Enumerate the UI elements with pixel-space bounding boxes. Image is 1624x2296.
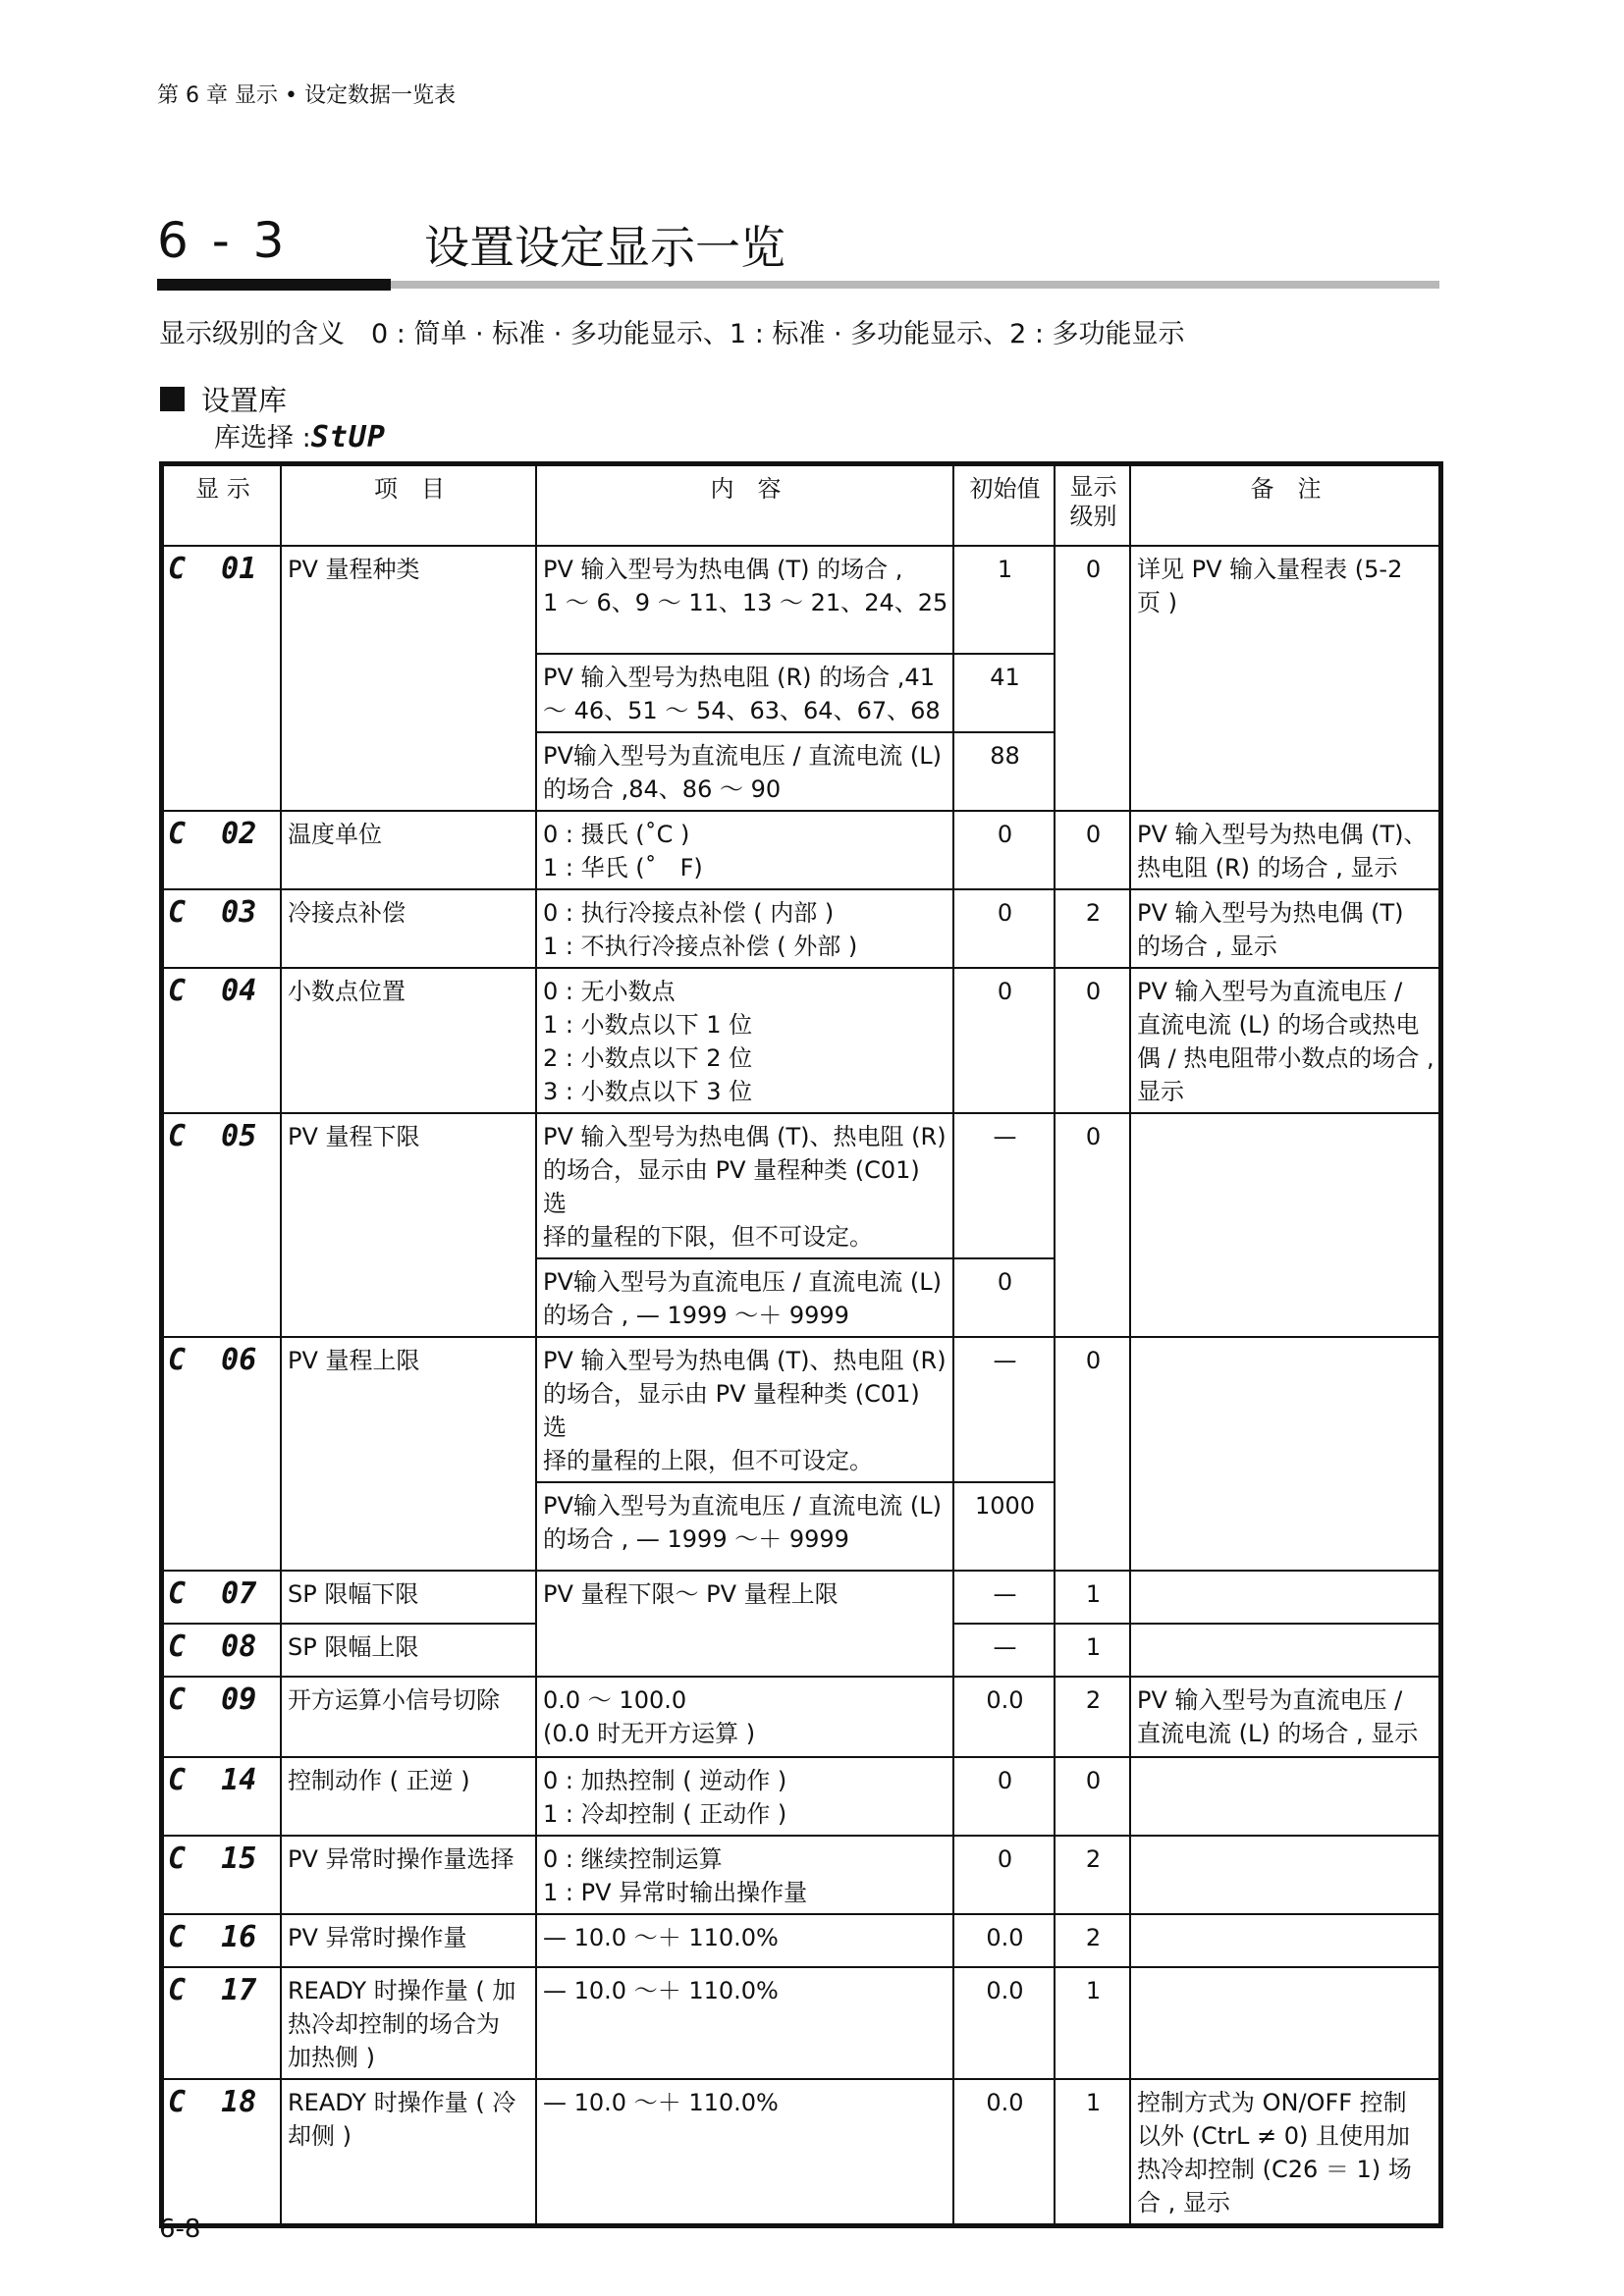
code-cell: C 05	[163, 1113, 281, 1337]
note-cell	[1130, 1624, 1439, 1677]
code-cell: C 03	[163, 889, 281, 968]
level-cell: 0	[1055, 1113, 1130, 1337]
content-cell: — 10.0 ～＋ 110.0%	[536, 1914, 953, 1967]
note-cell	[1130, 1571, 1439, 1624]
content-cell: 0 : 执行冷接点补偿 ( 内部 ) 1 : 不执行冷接点补偿 ( 外部 )	[536, 889, 953, 968]
note-cell	[1130, 1337, 1439, 1571]
title-rule-accent	[157, 279, 391, 291]
item-cell: READY 时操作量 ( 加 热冷却控制的场合为 加热侧 )	[281, 1967, 536, 2079]
initial-cell: 0	[953, 889, 1055, 968]
content-cell: PV 量程下限～ PV 量程上限	[536, 1571, 953, 1677]
table-row	[163, 1914, 1439, 1967]
content-cell: 0 : 无小数点 1 : 小数点以下 1 位 2 : 小数点以下 2 位 3 : 小数点以下 3 位	[536, 968, 953, 1113]
level-cell: 0	[1055, 1757, 1130, 1836]
initial-cell: —	[953, 1113, 1055, 1258]
item-cell: PV 量程种类	[281, 546, 536, 811]
level-cell: 0	[1055, 546, 1130, 811]
content-cell: — 10.0 ～＋ 110.0%	[536, 1967, 953, 2079]
content-cell: PV输入型号为直流电压 / 直流电流 (L) 的场合 ,84、86 ～ 90	[536, 732, 953, 811]
code-cell: C 08	[163, 1624, 281, 1677]
note-cell	[1130, 1836, 1439, 1914]
note-cell	[1130, 1914, 1439, 1967]
table-row	[163, 1836, 1439, 1914]
table-row	[163, 1337, 1439, 1482]
level-cell: 0	[1055, 811, 1130, 889]
item-cell: PV 量程上限	[281, 1337, 536, 1571]
header-code: 显 示	[163, 465, 281, 546]
initial-cell: 0	[953, 1836, 1055, 1914]
initial-cell: 0.0	[953, 1677, 1055, 1757]
initial-cell: 1	[953, 546, 1055, 654]
initial-cell: 1000	[953, 1482, 1055, 1571]
table-row	[163, 546, 1439, 654]
item-cell: 开方运算小信号切除	[281, 1677, 536, 1757]
table-row	[163, 889, 1439, 968]
square-bullet-icon	[160, 387, 185, 411]
table-header-row	[163, 465, 1439, 546]
bank-heading	[160, 379, 287, 419]
initial-cell: —	[953, 1624, 1055, 1677]
level-cell: 1	[1055, 1571, 1130, 1624]
initial-cell: 0	[953, 811, 1055, 889]
initial-cell: 0.0	[953, 1967, 1055, 2079]
note-cell	[1130, 1113, 1439, 1337]
content-cell: PV 输入型号为热电偶 (T)、热电阻 (R) 的场合，显示由 PV 量程种类 (C01) 选 择的量程的下限，但不可设定。	[536, 1113, 953, 1258]
content-cell: PV 输入型号为热电偶 (T) 的场合 , 1 ～ 6、9 ～ 11、13 ～ 21、24、25	[536, 546, 953, 654]
initial-cell: 41	[953, 654, 1055, 732]
running-head: 第 6 章 显示 • 设定数据一览表	[157, 83, 456, 108]
table-row	[163, 968, 1439, 1113]
code-cell: C 07	[163, 1571, 281, 1624]
code-cell: C 18	[163, 2079, 281, 2224]
item-cell: READY 时操作量 ( 冷 却侧 )	[281, 2079, 536, 2224]
code-cell: C 02	[163, 811, 281, 889]
note-cell: PV 输入型号为直流电压 / 直流电流 (L) 的场合 , 显示	[1130, 1677, 1439, 1757]
note-cell: PV 输入型号为直流电压 / 直流电流 (L) 的场合或热电 偶 / 热电阻带小数点的场合 , 显示	[1130, 968, 1439, 1113]
table-row	[163, 2079, 1439, 2224]
content-cell: PV 输入型号为热电偶 (T)、热电阻 (R) 的场合，显示由 PV 量程种类 (C01) 选 择的量程的上限，但不可设定。	[536, 1337, 953, 1482]
content-cell: PV 输入型号为热电阻 (R) 的场合 ,41 ～ 46、51 ～ 54、63、64、67、68	[536, 654, 953, 732]
item-cell: 冷接点补偿	[281, 889, 536, 968]
code-cell: C 01	[163, 546, 281, 811]
note-cell: PV 输入型号为热电偶 (T)、 热电阻 (R) 的场合 , 显示	[1130, 811, 1439, 889]
code-cell: C 09	[163, 1677, 281, 1757]
header-initial: 初始值	[953, 465, 1055, 546]
table-row	[163, 1113, 1439, 1258]
content-cell: PV输入型号为直流电压 / 直流电流 (L) 的场合 , — 1999 ～＋ 9999	[536, 1482, 953, 1571]
initial-cell: 0.0	[953, 2079, 1055, 2224]
code-cell: C 06	[163, 1337, 281, 1571]
note-cell	[1130, 1967, 1439, 2079]
level-cell: 2	[1055, 889, 1130, 968]
table-row	[163, 1571, 1439, 1624]
level-cell: 2	[1055, 1914, 1130, 1967]
item-cell: PV 异常时操作量	[281, 1914, 536, 1967]
code-cell: C 14	[163, 1757, 281, 1836]
item-cell: 控制动作 ( 正逆 )	[281, 1757, 536, 1836]
content-cell: 0 : 摄氏 (˚C ) 1 : 华氏 (˚ F)	[536, 811, 953, 889]
header-level: 显示 级别	[1055, 465, 1130, 546]
level-cell: 1	[1055, 1624, 1130, 1677]
item-cell: PV 量程下限	[281, 1113, 536, 1337]
content-cell: 0.0 ～ 100.0 (0.0 时无开方运算 )	[536, 1677, 953, 1757]
bank-select	[214, 416, 386, 454]
section-title: 设置设定显示一览	[424, 221, 785, 274]
level-cell: 2	[1055, 1677, 1130, 1757]
note-cell	[1130, 1757, 1439, 1836]
display-level-legend: 显示级别的含义 0 : 简单 · 标准 · 多功能显示、1 : 标准 · 多功能显示、2 : 多功能显示	[159, 319, 1185, 349]
level-cell: 1	[1055, 2079, 1130, 2224]
initial-cell: —	[953, 1571, 1055, 1624]
level-cell: 1	[1055, 1967, 1130, 2079]
header-note: 备 注	[1130, 465, 1439, 546]
bank-select-code: StUP	[310, 420, 386, 454]
bank-select-label: 库选择 :	[214, 423, 311, 454]
header-content: 内 容	[536, 465, 953, 546]
code-cell: C 15	[163, 1836, 281, 1914]
table-row	[163, 1677, 1439, 1757]
content-cell: PV输入型号为直流电压 / 直流电流 (L) 的场合 , — 1999 ～＋ 9999	[536, 1258, 953, 1337]
content-cell: 0 : 继续控制运算 1 : PV 异常时输出操作量	[536, 1836, 953, 1914]
code-cell: C 04	[163, 968, 281, 1113]
page-number: 6-8	[159, 2215, 201, 2244]
note-cell: 控制方式为 ON/OFF 控制 以外 (CtrL ≠ 0) 且使用加 热冷却控制 (C26 ＝ 1) 场 合 , 显示	[1130, 2079, 1439, 2224]
note-cell: PV 输入型号为热电偶 (T) 的场合 , 显示	[1130, 889, 1439, 968]
item-cell: 温度单位	[281, 811, 536, 889]
level-cell: 0	[1055, 1337, 1130, 1571]
item-cell: 小数点位置	[281, 968, 536, 1113]
item-cell: SP 限幅下限	[281, 1571, 536, 1624]
code-cell: C 17	[163, 1967, 281, 2079]
level-cell: 0	[1055, 968, 1130, 1113]
note-cell: 详见 PV 输入量程表 (5-2 页 )	[1130, 546, 1439, 811]
level-cell: 2	[1055, 1836, 1130, 1914]
initial-cell: 0	[953, 1258, 1055, 1337]
content-cell: 0 : 加热控制 ( 逆动作 ) 1 : 冷却控制 ( 正动作 )	[536, 1757, 953, 1836]
table-row	[163, 811, 1439, 889]
initial-cell: —	[953, 1337, 1055, 1482]
table-row	[163, 1757, 1439, 1836]
initial-cell: 0	[953, 1757, 1055, 1836]
initial-cell: 88	[953, 732, 1055, 811]
setup-table	[159, 461, 1443, 2228]
section-number: 6 - 3	[157, 212, 289, 269]
bank-heading-text: 设置库	[201, 384, 288, 417]
content-cell: — 10.0 ～＋ 110.0%	[536, 2079, 953, 2224]
item-cell: SP 限幅上限	[281, 1624, 536, 1677]
code-cell: C 16	[163, 1914, 281, 1967]
initial-cell: 0.0	[953, 1914, 1055, 1967]
item-cell: PV 异常时操作量选择	[281, 1836, 536, 1914]
table-row	[163, 1967, 1439, 2079]
initial-cell: 0	[953, 968, 1055, 1113]
header-item: 项 目	[281, 465, 536, 546]
